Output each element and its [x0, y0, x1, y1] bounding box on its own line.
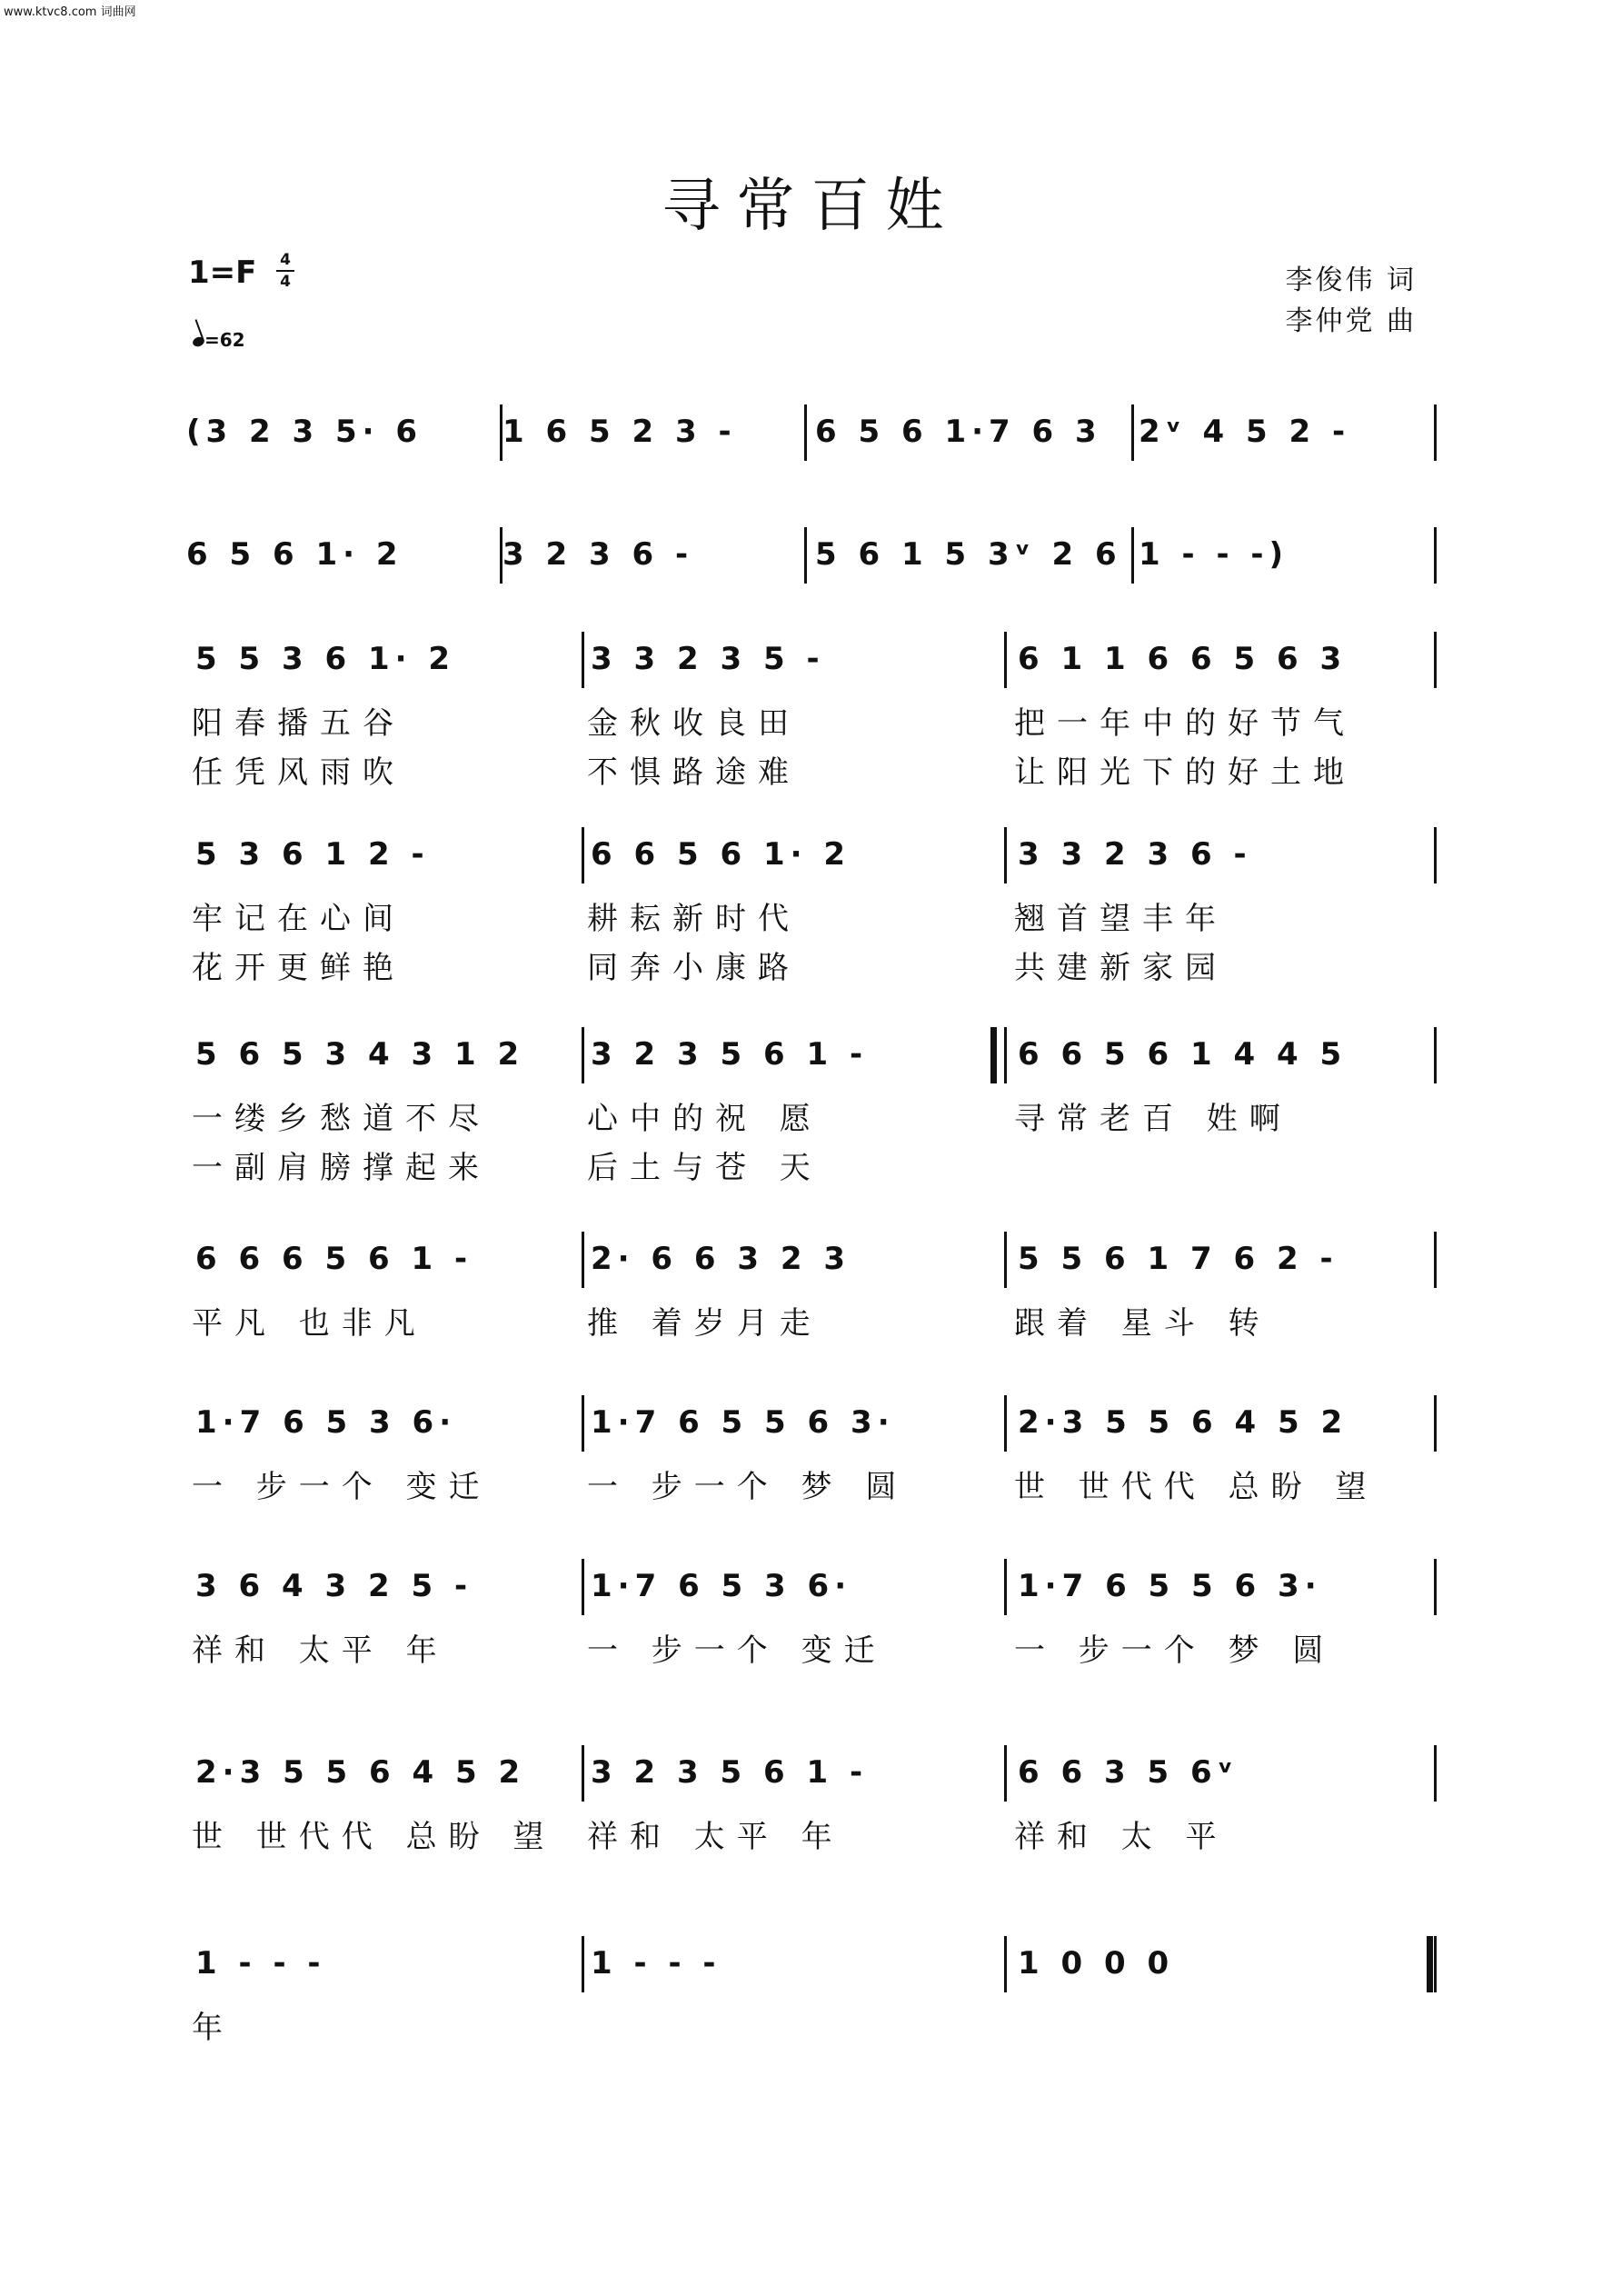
measure-notes: 1·7 6 5 3 6· — [591, 1568, 852, 1604]
barline — [804, 404, 807, 461]
barline — [500, 527, 503, 584]
lyric-verse-2: 让阳光下的好土地 — [1014, 754, 1356, 791]
measure-notes: 5 5 3 6 1· 2 — [195, 641, 456, 677]
lyric-verse-1: 跟着 星斗 转 — [1014, 1305, 1271, 1342]
lyric-verse-1: 平凡 也非凡 — [192, 1305, 427, 1342]
barline — [1004, 1936, 1007, 1992]
quarter-note-icon — [192, 335, 206, 348]
measure-notes: (3 2 3 5· 6 — [186, 414, 423, 450]
lyric-verse-1: 翘首望丰年 — [1014, 901, 1228, 937]
lyric-verse-1: 一 步一个 变迁 — [587, 1632, 887, 1669]
barline — [1131, 527, 1134, 584]
barline — [1434, 1395, 1437, 1452]
lyric-verse-1: 阳春播五谷 — [192, 705, 405, 742]
barline — [1434, 527, 1437, 584]
repeat-start-barline — [990, 1027, 997, 1083]
measure-notes: 3 6 4 3 2 5 - — [195, 1568, 473, 1604]
lyric-verse-1: 牢记在心间 — [192, 901, 405, 937]
lyricist: 李俊伟 词 — [1285, 265, 1417, 296]
lyric-verse-2: 同奔小康路 — [587, 950, 801, 986]
barline — [1004, 1559, 1007, 1615]
barline — [582, 1745, 584, 1802]
measure-notes: 1 - - -) — [1139, 536, 1289, 573]
barline — [1004, 632, 1007, 688]
barline — [1434, 1027, 1437, 1083]
barline — [1434, 632, 1437, 688]
barline — [1131, 404, 1134, 461]
lyric-verse-1: 世 世代代 总盼 望 — [192, 1819, 556, 1855]
lyric-verse-1: 寻常老百 姓啊 — [1014, 1101, 1292, 1137]
composer: 李仲党 曲 — [1285, 305, 1417, 337]
lyric-verse-1: 一 步一个 梦 圆 — [1014, 1632, 1336, 1669]
barline — [582, 1936, 584, 1992]
lyric-verse-1: 一 步一个 梦 圆 — [587, 1469, 909, 1505]
measure-notes: 2·3 5 5 6 4 5 2 — [195, 1754, 526, 1791]
lyric-verse-1: 祥和 太平 年 — [587, 1819, 844, 1855]
measure-notes: 1 0 0 0 — [1018, 1945, 1175, 1982]
barline — [1004, 1745, 1007, 1802]
barline — [1004, 827, 1007, 883]
lyric-verse-2: 后土与苍 天 — [587, 1150, 822, 1186]
measure-notes: 3 2 3 5 6 1 - — [591, 1754, 869, 1791]
barline — [582, 1232, 584, 1288]
time-signature — [275, 251, 295, 291]
barline — [582, 632, 584, 688]
lyric-verse-1: 心中的祝 愿 — [587, 1101, 822, 1137]
lyric-verse-1: 祥和 太 平 — [1014, 1819, 1229, 1855]
lyric-verse-2: 任凭风雨吹 — [192, 754, 405, 791]
measure-notes: 1 - - - — [591, 1945, 721, 1982]
lyric-verse-1: 世 世代代 总盼 望 — [1014, 1469, 1378, 1505]
tempo-marking: =62 — [193, 329, 245, 351]
lyric-verse-1: 祥和 太平 年 — [192, 1632, 449, 1669]
lyric-verse-1: 一缕乡愁道不尽 — [192, 1101, 491, 1137]
meter-top: 4 — [280, 251, 291, 269]
lyric-verse-1: 一 步一个 变迁 — [192, 1469, 492, 1505]
measure-notes: 2ᵛ 4 5 2 - — [1139, 414, 1351, 450]
measure-notes: 1·7 6 5 3 6· — [195, 1404, 457, 1441]
final-barline — [1427, 1936, 1433, 1992]
barline — [1434, 1745, 1437, 1802]
barline — [1434, 404, 1437, 461]
measure-notes: 5 6 1 5 3ᵛ 2 6 — [815, 536, 1122, 573]
lyric-verse-1: 推 着岁月走 — [587, 1305, 822, 1342]
measure-notes: 3 3 2 3 5 - — [591, 641, 825, 677]
measure-notes: 1·7 6 5 5 6 3· — [591, 1404, 895, 1441]
lyric-verse-2: 花开更鲜艳 — [192, 950, 405, 986]
barline — [1004, 1395, 1007, 1452]
measure-notes: 6 6 3 5 6ᵛ — [1018, 1754, 1239, 1791]
measure-notes: 5 6 5 3 4 3 1 2 — [195, 1036, 525, 1073]
key-signature: 1=F — [188, 255, 257, 291]
barline — [500, 404, 503, 461]
measure-notes: 3 2 3 5 6 1 - — [591, 1036, 869, 1073]
barline — [582, 1559, 584, 1615]
measure-notes: 6 5 6 1· 2 — [186, 536, 403, 573]
watermark: www.ktvc8.com 词曲网 — [4, 5, 136, 19]
song-title: 寻常百姓 — [662, 173, 960, 240]
barline — [582, 1027, 584, 1083]
lyric-verse-1: 把一年中的好节气 — [1014, 705, 1356, 742]
measure-notes: 1 - - - — [195, 1945, 326, 1982]
measure-notes: 5 3 6 1 2 - — [195, 836, 430, 873]
measure-notes: 3 3 2 3 6 - — [1018, 836, 1252, 873]
measure-notes: 3 2 3 6 - — [503, 536, 694, 573]
meter-bottom: 4 — [280, 273, 291, 291]
barline — [1434, 1232, 1437, 1288]
barline — [804, 527, 807, 584]
barline — [1434, 1559, 1437, 1615]
measure-notes: 6 6 6 5 6 1 - — [195, 1241, 473, 1277]
lyric-verse-2: 一副肩膀撑起来 — [192, 1150, 491, 1186]
measure-notes: 6 5 6 1·7 6 3 — [815, 414, 1102, 450]
measure-notes: 5 5 6 1 7 6 2 - — [1018, 1241, 1338, 1277]
lyric-verse-1: 年 — [192, 2010, 234, 2046]
barline — [582, 827, 584, 883]
barline — [1434, 827, 1437, 883]
barline — [1004, 1027, 1007, 1083]
barline — [1004, 1232, 1007, 1288]
barline — [582, 1395, 584, 1452]
measure-notes: 2·3 5 5 6 4 5 2 — [1018, 1404, 1348, 1441]
measure-notes: 2· 6 6 3 2 3 — [591, 1241, 851, 1277]
measure-notes: 6 6 5 6 1· 2 — [591, 836, 851, 873]
lyric-verse-1: 耕耘新时代 — [587, 901, 801, 937]
lyric-verse-1: 金秋收良田 — [587, 705, 801, 742]
measure-notes: 1 6 5 2 3 - — [503, 414, 737, 450]
measure-notes: 6 1 1 6 6 5 6 3 — [1018, 641, 1348, 677]
measure-notes: 1·7 6 5 5 6 3· — [1018, 1568, 1322, 1604]
measure-notes: 6 6 5 6 1 4 4 5 — [1018, 1036, 1348, 1073]
barline — [1434, 1936, 1437, 1992]
lyric-verse-2: 不惧路途难 — [587, 754, 801, 791]
lyric-verse-2: 共建新家园 — [1014, 950, 1228, 986]
